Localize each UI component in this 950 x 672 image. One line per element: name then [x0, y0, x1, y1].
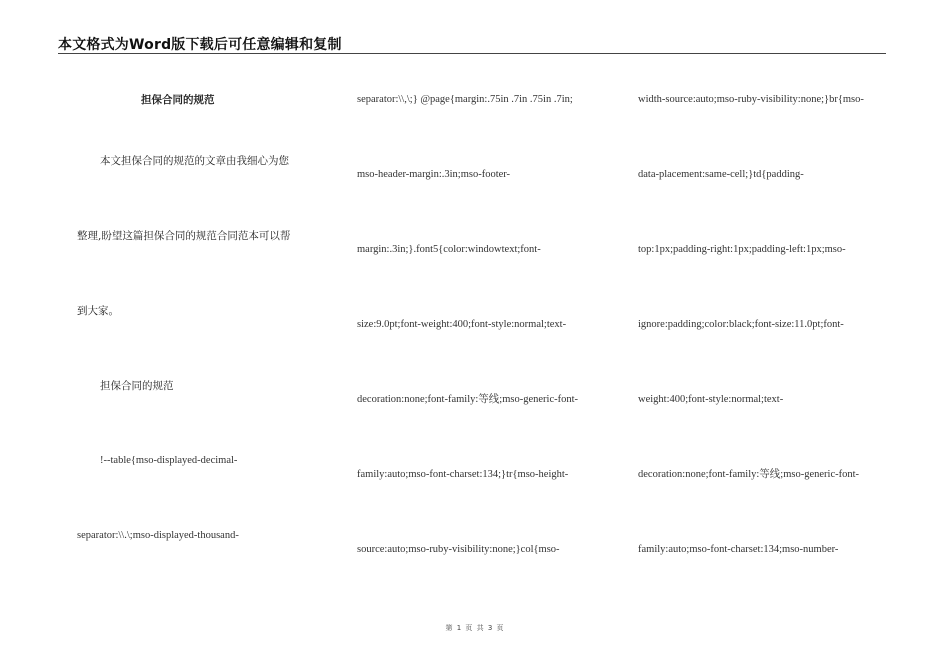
body-line: 本文担保合同的规范的文章由我细心为您 [100, 155, 289, 167]
body-line: data-placement:same-cell;}td{padding- [638, 169, 804, 180]
body-line: mso-header-margin:.3in;mso-footer- [357, 169, 511, 180]
body-line: family:auto;mso-font-charset:134;}tr{mso-height- [357, 469, 569, 480]
body-line: size:9.0pt;font-weight:400;font-style:normal;text- [357, 319, 567, 330]
body-line: separator:\\,\;} @page{margin:.75in .7in .75in .7in; [357, 94, 573, 105]
page-title: 担保合同的规范 [141, 94, 215, 106]
body-line: separator:\\.\;mso-displayed-thousand- [77, 530, 239, 541]
body-line: 到大家。 [77, 305, 119, 317]
document-header: 本文格式为Word版下载后可任意编辑和复制 [58, 37, 342, 53]
body-line: ignore:padding;color:black;font-size:11.0pt;font- [638, 319, 844, 330]
body-line: source:auto;mso-ruby-visibility:none;}col{mso- [357, 544, 560, 555]
header-divider [58, 53, 886, 54]
body-line: top:1px;padding-right:1px;padding-left:1px;mso- [638, 244, 846, 255]
body-line: 担保合同的规范 [100, 380, 174, 392]
page-number: 第 1 页 共 3 页 [445, 624, 505, 632]
body-line: !--table{mso-displayed-decimal- [100, 455, 238, 466]
body-line: width-source:auto;mso-ruby-visibility:none;}br{mso- [638, 94, 864, 105]
body-line: decoration:none;font-family:等线;mso-generic-font- [638, 469, 860, 480]
body-line: family:auto;mso-font-charset:134;mso-number- [638, 544, 839, 555]
body-line: decoration:none;font-family:等线;mso-generic-font- [357, 394, 579, 405]
body-line: margin:.3in;}.font5{color:windowtext;font- [357, 244, 541, 255]
body-line: 整理,盼望这篇担保合同的规范合同范本可以帮 [77, 230, 291, 242]
body-line: weight:400;font-style:normal;text- [638, 394, 784, 405]
